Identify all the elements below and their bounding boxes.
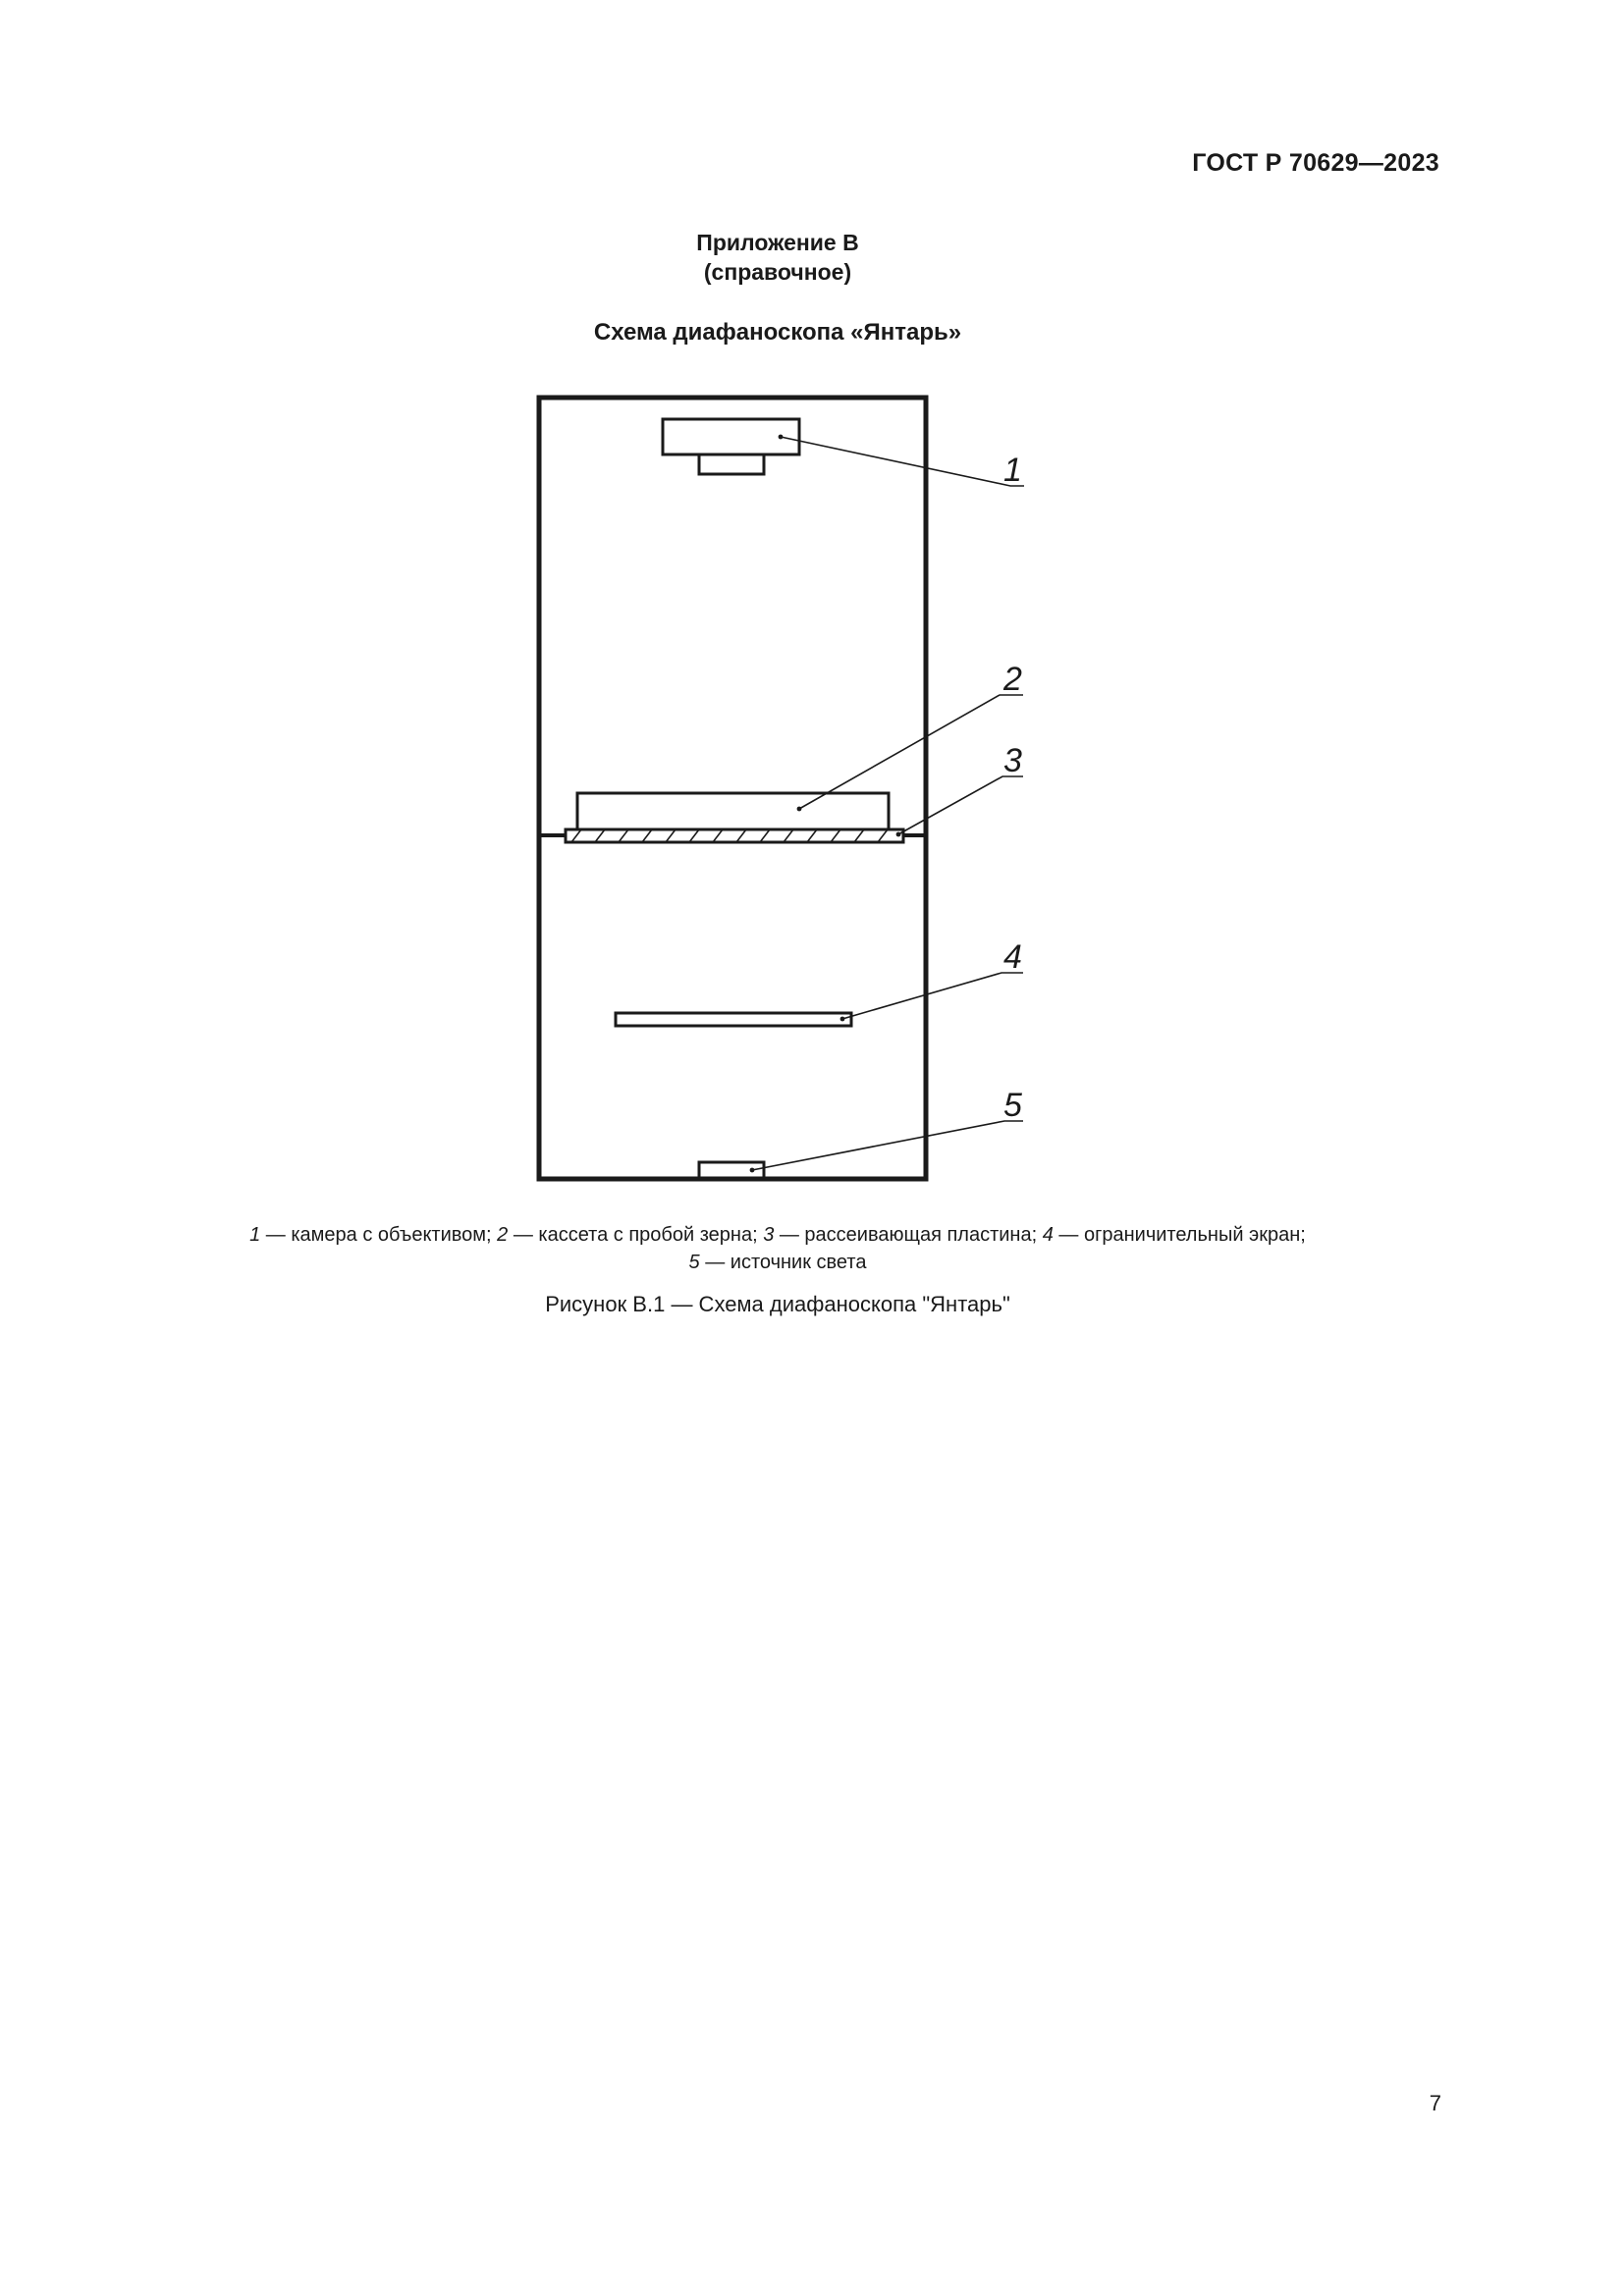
diffusing-plate-hatch	[571, 829, 911, 842]
callout-2: 2	[1003, 661, 1022, 698]
diaphanoscope-diagram	[530, 388, 1041, 1193]
grain-cassette	[577, 793, 889, 829]
document-code: ГОСТ Р 70629—2023	[1192, 149, 1439, 177]
figure-caption: Рисунок В.1 — Схема диафаноскопа "Янтарь"	[545, 1292, 1010, 1316]
callout-4: 4	[1003, 938, 1022, 976]
legend-text-4: — ограничительный экран;	[1053, 1224, 1306, 1246]
legend-num-5: 5	[688, 1252, 700, 1273]
leader-line-4	[842, 973, 1023, 1019]
appendix-title: Схема диафаноскопа «Янтарь»	[593, 319, 962, 346]
legend-line-1	[0, 1221, 1555, 1249]
appendix-heading	[0, 228, 1555, 287]
legend-num-2: 2	[497, 1224, 509, 1246]
legend-text-1: — камера с объективом;	[260, 1224, 498, 1246]
page-number: 7	[1429, 2091, 1441, 2115]
appendix-kind: (справочное)	[703, 259, 852, 285]
legend-num-4: 4	[1042, 1224, 1054, 1246]
leader-line-1	[781, 437, 1024, 486]
leader-line-3	[898, 776, 1023, 834]
legend-text-5: — источник света	[699, 1252, 867, 1273]
legend-num-1: 1	[249, 1224, 261, 1246]
limiting-screen	[616, 1013, 851, 1026]
callout-1: 1	[1003, 452, 1022, 489]
figure-legend	[0, 1221, 1555, 1276]
legend-text-2: — кассета с пробой зерна;	[508, 1224, 764, 1246]
legend-line-2	[0, 1249, 1555, 1276]
legend-num-3: 3	[763, 1224, 775, 1246]
legend-text-3: — рассеивающая пластина;	[774, 1224, 1043, 1246]
diffusing-plate	[566, 829, 903, 842]
leader-line-5	[752, 1121, 1023, 1170]
housing-frame	[539, 398, 926, 1179]
callout-5: 5	[1003, 1087, 1022, 1124]
callout-3: 3	[1003, 742, 1022, 779]
appendix-label: Приложение В	[696, 230, 859, 255]
camera-lens	[699, 454, 764, 474]
